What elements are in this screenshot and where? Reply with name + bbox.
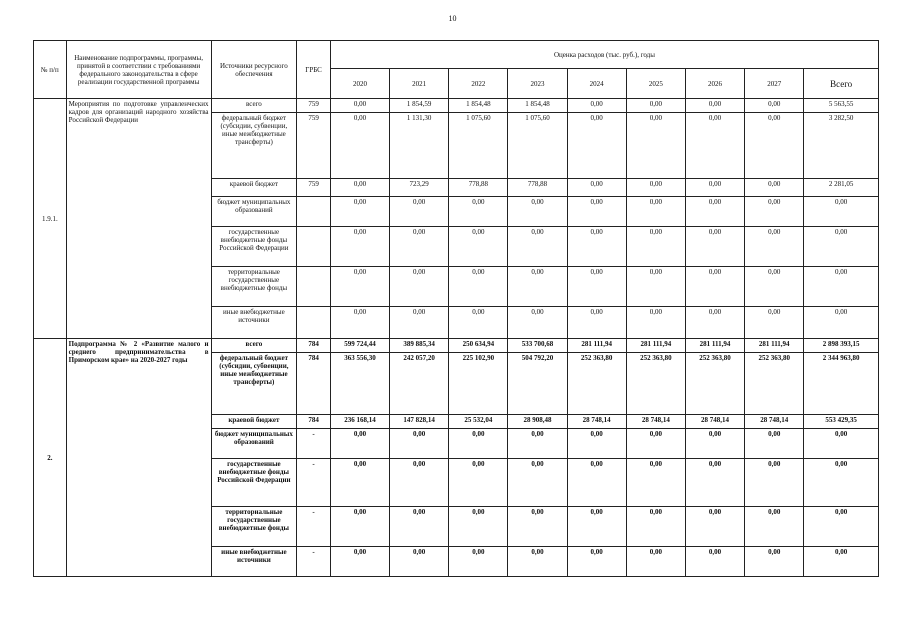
grbs-cell [297, 227, 331, 267]
header-name: Наименование подпрограммы, программы, принятой в соответствии с требованиями федерального законодательства в сфере реализации государственной программы [66, 41, 211, 99]
header-year: 2020 [330, 69, 389, 99]
total-cell: 0,00 [804, 429, 879, 459]
value-cell: 0,00 [685, 429, 744, 459]
total-cell: 0,00 [804, 197, 879, 227]
value-cell: 1 854,48 [508, 99, 567, 113]
value-cell: 0,00 [626, 99, 685, 113]
source-cell: иные внебюджетные источники [211, 547, 297, 577]
value-cell: 0,00 [685, 459, 744, 507]
value-cell: 1 131,30 [390, 113, 449, 179]
section-title: Мероприятия по подготовке управленческих кадров для организаций народного хозяйства Российской Федерации [66, 99, 211, 339]
grbs-cell: 784 [297, 353, 331, 415]
value-cell: 363 556,30 [330, 353, 389, 415]
value-cell: 0,00 [449, 547, 508, 577]
value-cell: 0,00 [330, 307, 389, 339]
total-cell: 3 282,50 [804, 113, 879, 179]
value-cell: 0,00 [626, 429, 685, 459]
grbs-cell [297, 307, 331, 339]
value-cell: 0,00 [508, 429, 567, 459]
value-cell: 0,00 [626, 547, 685, 577]
value-cell: 28 748,14 [745, 415, 804, 429]
header-year: 2027 [745, 69, 804, 99]
source-cell: территориальные государственные внебюджетные фонды [211, 507, 297, 547]
header-source: Источники ресурсного обеспечения [211, 41, 297, 99]
total-cell: 2 344 963,80 [804, 353, 879, 415]
value-cell: 0,00 [449, 197, 508, 227]
section-title: Подпрограмма № 2 «Развитие малого и среднего предпринимательства в Приморском крае» на 2020-2027 годы [66, 339, 211, 577]
value-cell: 0,00 [567, 507, 626, 547]
total-cell: 2 898 393,15 [804, 339, 879, 353]
value-cell: 1 075,60 [449, 113, 508, 179]
value-cell: 0,00 [745, 227, 804, 267]
grbs-cell: 759 [297, 179, 331, 197]
value-cell: 0,00 [390, 547, 449, 577]
source-cell: всего [211, 339, 297, 353]
value-cell: 0,00 [567, 547, 626, 577]
value-cell: 0,00 [745, 429, 804, 459]
value-cell: 0,00 [567, 99, 626, 113]
value-cell: 0,00 [745, 99, 804, 113]
value-cell: 28 748,14 [626, 415, 685, 429]
value-cell: 281 111,94 [626, 339, 685, 353]
value-cell: 0,00 [685, 307, 744, 339]
value-cell: 252 363,80 [567, 353, 626, 415]
header-grbs: ГРБС [297, 41, 331, 99]
value-cell: 0,00 [685, 197, 744, 227]
value-cell: 0,00 [330, 179, 389, 197]
value-cell: 0,00 [626, 197, 685, 227]
value-cell: 147 828,14 [390, 415, 449, 429]
value-cell: 0,00 [567, 197, 626, 227]
value-cell: 252 363,80 [626, 353, 685, 415]
value-cell: 281 111,94 [685, 339, 744, 353]
grbs-cell: 784 [297, 415, 331, 429]
value-cell: 0,00 [685, 267, 744, 307]
section-number: 1.9.1. [34, 99, 67, 339]
value-cell: 0,00 [330, 99, 389, 113]
value-cell: 0,00 [390, 197, 449, 227]
value-cell: 0,00 [449, 429, 508, 459]
value-cell: 599 724,44 [330, 339, 389, 353]
value-cell: 723,29 [390, 179, 449, 197]
value-cell: 0,00 [745, 307, 804, 339]
value-cell: 250 634,94 [449, 339, 508, 353]
value-cell: 0,00 [685, 227, 744, 267]
value-cell: 0,00 [567, 113, 626, 179]
grbs-cell: 759 [297, 99, 331, 113]
value-cell: 0,00 [449, 459, 508, 507]
header-total: Всего [804, 69, 879, 99]
grbs-cell: - [297, 547, 331, 577]
value-cell: 242 057,20 [390, 353, 449, 415]
value-cell: 0,00 [745, 179, 804, 197]
total-cell: 5 563,55 [804, 99, 879, 113]
source-cell: краевой бюджет [211, 179, 297, 197]
value-cell: 0,00 [390, 227, 449, 267]
header-year: 2025 [626, 69, 685, 99]
header-year: 2023 [508, 69, 567, 99]
value-cell: 533 700,68 [508, 339, 567, 353]
value-cell: 0,00 [330, 197, 389, 227]
value-cell: 0,00 [567, 267, 626, 307]
total-cell: 0,00 [804, 307, 879, 339]
grbs-cell: 759 [297, 113, 331, 179]
value-cell: 0,00 [390, 429, 449, 459]
value-cell: 0,00 [330, 267, 389, 307]
source-cell: государственные внебюджетные фонды Российской Федерации [211, 459, 297, 507]
section-number: 2. [34, 339, 67, 577]
value-cell: 0,00 [567, 429, 626, 459]
source-cell: территориальные государственные внебюджетные фонды [211, 267, 297, 307]
header-num: № п/п [34, 41, 67, 99]
value-cell: 0,00 [330, 547, 389, 577]
value-cell: 0,00 [685, 507, 744, 547]
grbs-cell: - [297, 507, 331, 547]
source-cell: иные внебюджетные источники [211, 307, 297, 339]
value-cell: 1 854,48 [449, 99, 508, 113]
value-cell: 0,00 [508, 227, 567, 267]
value-cell: 0,00 [567, 227, 626, 267]
value-cell: 28 748,14 [685, 415, 744, 429]
value-cell: 0,00 [626, 267, 685, 307]
value-cell: 0,00 [449, 507, 508, 547]
source-cell: бюджет муниципальных образований [211, 429, 297, 459]
header-year: 2024 [567, 69, 626, 99]
value-cell: 25 532,04 [449, 415, 508, 429]
source-cell: федеральный бюджет (субсидии, субвенции, иные межбюджетные трансферты) [211, 113, 297, 179]
grbs-cell [297, 197, 331, 227]
total-cell: 0,00 [804, 459, 879, 507]
value-cell: 28 748,14 [567, 415, 626, 429]
value-cell: 0,00 [330, 507, 389, 547]
value-cell: 0,00 [745, 459, 804, 507]
grbs-cell: 784 [297, 339, 331, 353]
value-cell: 236 168,14 [330, 415, 389, 429]
value-cell: 0,00 [626, 307, 685, 339]
value-cell: 0,00 [508, 459, 567, 507]
source-cell: государственные внебюджетные фонды Российской Федерации [211, 227, 297, 267]
value-cell: 0,00 [567, 179, 626, 197]
value-cell: 0,00 [330, 459, 389, 507]
value-cell: 0,00 [390, 307, 449, 339]
value-cell: 0,00 [567, 459, 626, 507]
header-estimate: Оценка расходов (тыс. руб.), годы [330, 41, 878, 69]
value-cell: 0,00 [330, 113, 389, 179]
value-cell: 0,00 [330, 429, 389, 459]
value-cell: 0,00 [567, 307, 626, 339]
expenditure-table [33, 40, 879, 577]
value-cell: 1 854,59 [390, 99, 449, 113]
value-cell: 0,00 [685, 179, 744, 197]
value-cell: 0,00 [685, 99, 744, 113]
grbs-cell: - [297, 429, 331, 459]
value-cell: 1 075,60 [508, 113, 567, 179]
value-cell: 0,00 [626, 113, 685, 179]
value-cell: 0,00 [745, 267, 804, 307]
value-cell: 0,00 [626, 507, 685, 547]
value-cell: 0,00 [508, 307, 567, 339]
total-cell: 0,00 [804, 267, 879, 307]
value-cell: 0,00 [626, 227, 685, 267]
value-cell: 0,00 [745, 113, 804, 179]
value-cell: 0,00 [745, 547, 804, 577]
value-cell: 0,00 [449, 227, 508, 267]
value-cell: 389 885,34 [390, 339, 449, 353]
source-cell: краевой бюджет [211, 415, 297, 429]
value-cell: 0,00 [508, 507, 567, 547]
total-cell: 2 281,05 [804, 179, 879, 197]
value-cell: 281 111,94 [567, 339, 626, 353]
value-cell: 0,00 [685, 547, 744, 577]
value-cell: 0,00 [390, 267, 449, 307]
value-cell: 0,00 [745, 507, 804, 547]
value-cell: 0,00 [390, 507, 449, 547]
value-cell: 0,00 [685, 113, 744, 179]
header-year: 2021 [390, 69, 449, 99]
value-cell: 0,00 [626, 179, 685, 197]
value-cell: 0,00 [330, 227, 389, 267]
source-cell: всего [211, 99, 297, 113]
value-cell: 0,00 [626, 459, 685, 507]
value-cell: 0,00 [508, 547, 567, 577]
source-cell: федеральный бюджет (субсидии, субвенции, иные межбюджетные трансферты) [211, 353, 297, 415]
grbs-cell: - [297, 459, 331, 507]
total-cell: 0,00 [804, 227, 879, 267]
value-cell: 252 363,80 [685, 353, 744, 415]
value-cell: 0,00 [745, 197, 804, 227]
source-cell: бюджет муниципальных образований [211, 197, 297, 227]
value-cell: 504 792,20 [508, 353, 567, 415]
value-cell: 225 102,90 [449, 353, 508, 415]
total-cell: 553 429,35 [804, 415, 879, 429]
value-cell: 281 111,94 [745, 339, 804, 353]
value-cell: 0,00 [449, 267, 508, 307]
header-year: 2026 [685, 69, 744, 99]
total-cell: 0,00 [804, 547, 879, 577]
value-cell: 0,00 [390, 459, 449, 507]
value-cell: 778,88 [508, 179, 567, 197]
grbs-cell [297, 267, 331, 307]
value-cell: 0,00 [508, 267, 567, 307]
value-cell: 252 363,80 [745, 353, 804, 415]
value-cell: 778,88 [449, 179, 508, 197]
value-cell: 0,00 [449, 307, 508, 339]
value-cell: 0,00 [508, 197, 567, 227]
page-number: 10 [448, 14, 457, 23]
header-year: 2022 [449, 69, 508, 99]
value-cell: 28 908,48 [508, 415, 567, 429]
total-cell: 0,00 [804, 507, 879, 547]
